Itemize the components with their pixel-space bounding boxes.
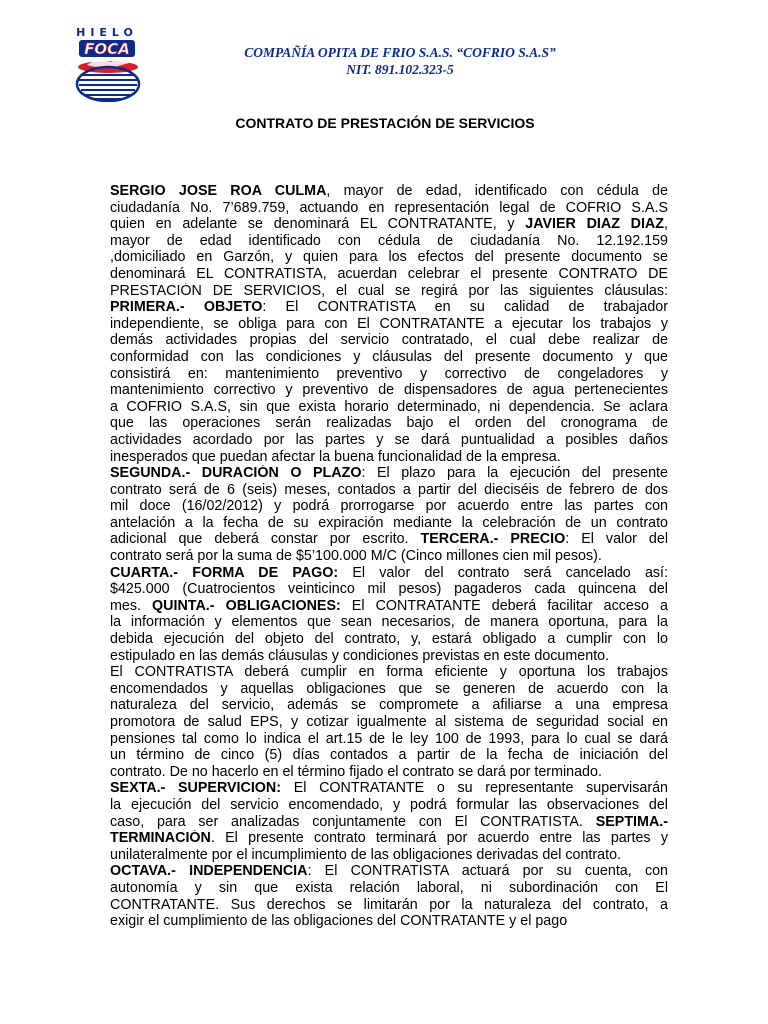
contract-line (110, 847, 668, 864)
contract-line (110, 465, 668, 482)
contract-line (110, 531, 668, 548)
contract-text: consistirá en: mantenimiento preventivo y correctivo de congeladores y (110, 365, 668, 382)
contract-line (110, 233, 668, 250)
contract-line (110, 747, 668, 764)
contract-line (110, 764, 668, 781)
clause-heading: TERCERA.- PRECIO (420, 531, 566, 548)
contract-text: contrato. De no hacerlo en el término fijado el contrato se dará por terminado. (110, 763, 602, 780)
contract-line (110, 581, 668, 598)
contract-line (110, 664, 668, 681)
contract-text: actividades acordado por las partes y se dará puntualidad a posibles daños (110, 431, 668, 448)
contract-text: contrato será por la suma de $5’100.000 M/C (Cinco millones cien mil pesos). (110, 548, 602, 565)
contract-line (110, 565, 668, 582)
contract-line (110, 366, 668, 383)
contract-text: El CONTRATANTE o su representante supervisarán (281, 780, 668, 797)
contract-text: conformidad con las condiciones y cláusulas del presente documento y que (110, 348, 668, 365)
contract-text: : El CONTRATISTA actuará por su cuenta, con (307, 863, 668, 880)
contract-line (110, 332, 668, 349)
clause-heading: CUARTA.- FORMA DE PAGO: (110, 564, 339, 581)
contract-text: mantenimiento correctivo y preventivo de dispensadores de agua pertenecientes (110, 382, 668, 399)
logo-hielo-text: HIELO (76, 26, 138, 39)
contract-text: demás actividades propias del servicio contratado, el cual debe realizar de (110, 332, 668, 349)
letterhead (180, 44, 620, 78)
document-title: CONTRATO DE PRESTACIÓN DE SERVICIOS (235, 115, 535, 131)
clause-heading: JAVIER DIAZ DIAZ (525, 216, 664, 233)
contract-line (110, 731, 668, 748)
contract-text: El CONTRATANTE deberá facilitar acceso a (340, 597, 668, 614)
contract-text: mil doce (16/02/2012) y podrá prorrogarse por acuerdo entre las partes con (110, 498, 668, 515)
contract-text: inesperados que puedan afectar la buena funcionalidad de la empresa. (110, 448, 561, 465)
contract-line (110, 432, 668, 449)
company-nit: NIT. 891.102.323-5 (346, 62, 454, 77)
contract-text: mes. (110, 597, 153, 614)
contract-text: la ejecución del servicio encomendado, y podrá formular las observaciones del (110, 796, 668, 813)
contract-text: , mayor de edad, identificado con cédula de (326, 183, 668, 199)
contract-line (110, 482, 668, 499)
contract-text: la información y elementos que sean necesarios, de manera oportuna, para la (110, 614, 668, 631)
contract-line (110, 714, 668, 731)
contract-line (110, 697, 668, 714)
contract-line (110, 216, 668, 233)
contract-line (110, 897, 668, 914)
contract-line (110, 880, 668, 897)
contract-line (110, 266, 668, 283)
contract-line (110, 399, 668, 416)
contract-line (110, 631, 668, 648)
contract-line (110, 598, 668, 615)
contract-line (110, 863, 668, 880)
clause-heading: OCTAVA.- INDEPENDENCIA (110, 863, 308, 880)
clause-heading: SERGIO JOSE ROA CULMA (110, 183, 327, 199)
contract-line (110, 648, 668, 665)
contract-text: autonomía y sin que exista relación laboral, ni subordinación con El (110, 879, 668, 896)
contract-text: contrato será de 6 (seis) meses, contados a partir del dieciséis de febrero de dos (110, 481, 668, 498)
contract-line (110, 249, 668, 266)
contract-text: : El plazo para la ejecución del presente (361, 465, 668, 482)
contract-line (110, 415, 668, 432)
contract-text: denominará EL CONTRATISTA, acuerdan celebrar el presente CONTRATO DE (110, 265, 668, 282)
hielo-foca-logo (73, 26, 143, 102)
contract-line (110, 681, 668, 698)
contract-line (110, 814, 668, 831)
contract-text: que las operaciones serán realizadas bajo el orden del cronograma de (110, 415, 668, 432)
contract-text: adicional que deberá constar por escrito. (110, 531, 421, 548)
contract-text: a COFRIO S.A.S, sin que exista horario determinado, ni dependencia. Se aclara (110, 398, 668, 415)
company-name: COMPAÑÍA OPITA DE FRIO S.A.S. “COFRIO S.A.S” (244, 45, 556, 60)
contract-text: estipulado en las demás cláusulas y condiciones previstas en este documento. (110, 647, 610, 664)
contract-text: independiente, se obliga para con El CONTRATANTE a ejecutar los trabajos y (110, 315, 668, 332)
clause-heading: SEPTIMA.- (595, 813, 668, 830)
clause-heading: QUINTA.- OBLIGACIONES: (152, 597, 341, 614)
contract-line (110, 283, 668, 300)
contract-line (110, 200, 668, 217)
contract-text: : El CONTRATISTA en su calidad de trabajador (262, 299, 668, 316)
contract-line (110, 548, 668, 565)
contract-text: naturaleza del servicio, además se compromete a afiliarse a una empresa (110, 697, 668, 714)
contract-text: $425.000 (Cuatrocientos veinticinco mil pesos) pagaderos cada quincena del (110, 581, 668, 598)
contract-line (110, 515, 668, 532)
contract-text: exigir el cumplimiento de las obligaciones del CONTRATANTE y el pago (110, 913, 568, 930)
logo-brand-text: FOCA (84, 40, 130, 58)
contract-text: quien en adelante se denominará EL CONTRATANTE, y (110, 216, 526, 233)
contract-text: PRESTACIÓN DE SERVICIOS, el cual se regirá por las siguientes cláusulas: (110, 282, 668, 299)
contract-text: antelación a la fecha de su expiración mediante la celebración de un contrato (110, 514, 668, 531)
contract-line (110, 614, 668, 631)
contract-text: unilateralmente por el incumplimiento de las obligaciones derivadas del contrato. (110, 846, 622, 863)
contract-text: pensiones tal como lo indica el art.15 de le ley 100 de 1993, para lo cual se dará (110, 730, 668, 747)
contract-text: un término de cinco (5) días contados a partir de la fecha de iniciación del (110, 747, 668, 764)
contract-text: CONTRATANTE. Sus derechos se limitarán por la naturaleza del contrato, a (110, 896, 668, 913)
contract-line (110, 316, 668, 333)
contract-text: ciudadanía No. 7’689.759, actuando en representación legal de COFRIO S.A.S (110, 199, 668, 216)
clause-heading: SEXTA.- SUPERVICION: (110, 780, 282, 797)
contract-text: encomendados y aquellas obligaciones que se generen de acuerdo con la (110, 680, 668, 697)
contract-text: ,domiciliado en Garzón, y quien para los efectos del presente documento se (110, 249, 668, 266)
contract-text: : El valor del (565, 531, 668, 548)
contract-text: , (664, 216, 668, 233)
contract-line (110, 349, 668, 366)
contract-line (110, 797, 668, 814)
contract-text: promotora de salud EPS, y cotizar igualmente al sistema de seguridad social en (110, 714, 668, 730)
contract-line (110, 830, 668, 847)
contract-body (110, 183, 668, 930)
seal-logo-icon (73, 38, 143, 102)
contract-text: El valor del contrato será cancelado así: (338, 564, 668, 581)
contract-text: . El presente contrato terminará por acuerdo entre las partes y (210, 830, 668, 847)
clause-heading: SEGUNDA.- DURACIÓN O PLAZO (110, 465, 362, 482)
contract-line (110, 498, 668, 515)
contract-line (110, 183, 668, 200)
contract-text: debida ejecución del objeto del contrato, y, estará obligado a cumplir con lo (110, 631, 668, 648)
contract-text: El CONTRATISTA deberá cumplir en forma eficiente y oportuna los trabajos (110, 664, 668, 681)
contract-line (110, 449, 668, 466)
contract-line (110, 780, 668, 797)
contract-line (110, 299, 668, 316)
clause-heading: TERMINACIÓN (110, 830, 211, 847)
clause-heading: PRIMERA.- OBJETO (110, 299, 263, 316)
contract-text: caso, para ser analizadas conjuntamente con El CONTRATISTA. (110, 813, 596, 830)
contract-line (110, 382, 668, 399)
contract-line (110, 913, 668, 930)
contract-text: mayor de edad identificado con cédula de ciudadanía No. 12.192.159 (110, 232, 668, 249)
